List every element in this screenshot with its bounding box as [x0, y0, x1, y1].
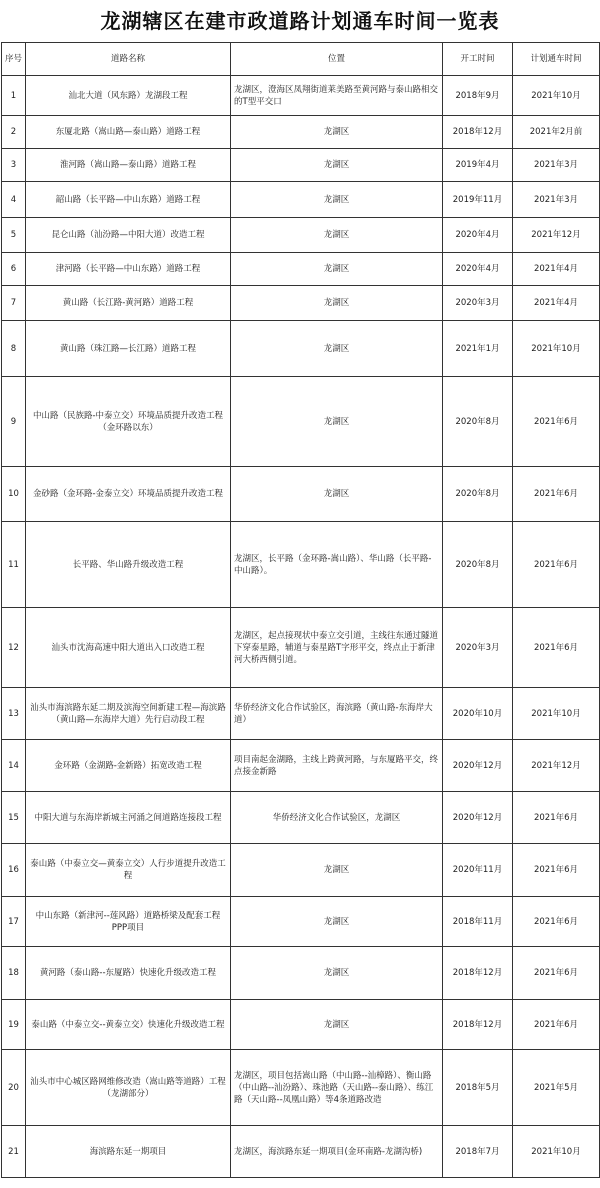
row-location: 龙湖区 — [231, 253, 443, 286]
row-open-time: 2021年6月 — [513, 377, 600, 467]
row-no: 20 — [2, 1050, 26, 1126]
row-start-time: 2018年7月 — [443, 1126, 513, 1178]
table-row — [2, 688, 600, 740]
row-no: 6 — [2, 253, 26, 286]
row-open-time: 2021年10月 — [513, 688, 600, 740]
table-row — [2, 253, 600, 286]
table-row — [2, 522, 600, 608]
row-location: 龙湖区，项目包括嵩山路（中山路--汕樟路）、衡山路（中山路--汕汾路）、珠池路（天山路--泰山路）、练江路（天山路--凤凰山路）等4条道路改造 — [231, 1050, 443, 1126]
row-location: 项目南起金湖路，主线上跨黄河路，与东厦路平交，终点接金新路 — [231, 740, 443, 792]
row-start-time: 2020年3月 — [443, 608, 513, 688]
row-open-time: 2021年5月 — [513, 1050, 600, 1126]
row-open-time: 2021年3月 — [513, 149, 600, 182]
row-location: 龙湖区，起点接现状中泰立交引道，主线往东通过隧道下穿泰星路，辅道与泰星路T字形平交，终点止于新津河大桥西侧引道。 — [231, 608, 443, 688]
table-row — [2, 76, 600, 116]
row-location: 龙湖区 — [231, 897, 443, 947]
row-road-name: 黄河路（泰山路--东厦路）快速化升级改造工程 — [26, 947, 231, 1000]
row-no: 7 — [2, 286, 26, 321]
table-row — [2, 1050, 600, 1126]
row-no: 21 — [2, 1126, 26, 1178]
row-open-time: 2021年6月 — [513, 947, 600, 1000]
table-row — [2, 947, 600, 1000]
row-open-time: 2021年6月 — [513, 844, 600, 897]
row-start-time: 2018年5月 — [443, 1050, 513, 1126]
row-no: 14 — [2, 740, 26, 792]
row-open-time: 2021年10月 — [513, 321, 600, 377]
row-start-time: 2020年3月 — [443, 286, 513, 321]
row-road-name: 长平路、华山路升级改造工程 — [26, 522, 231, 608]
row-start-time: 2019年11月 — [443, 182, 513, 218]
row-no: 12 — [2, 608, 26, 688]
row-open-time: 2021年6月 — [513, 1000, 600, 1050]
row-start-time: 2020年8月 — [443, 377, 513, 467]
row-road-name: 淮河路（嵩山路—泰山路）道路工程 — [26, 149, 231, 182]
row-no: 13 — [2, 688, 26, 740]
row-location: 华侨经济文化合作试验区，龙湖区 — [231, 792, 443, 844]
header-open-time: 计划通车时间 — [513, 43, 600, 76]
schedule-table — [1, 42, 600, 1178]
header-road-name: 道路名称 — [26, 43, 231, 76]
row-open-time: 2021年6月 — [513, 897, 600, 947]
row-start-time: 2020年4月 — [443, 253, 513, 286]
row-open-time: 2021年6月 — [513, 792, 600, 844]
row-road-name: 中山路（民族路-中泰立交）环境品质提升改造工程（金环路以东） — [26, 377, 231, 467]
table-row — [2, 116, 600, 149]
row-road-name: 昆仑山路（汕汾路—中阳大道）改造工程 — [26, 218, 231, 253]
table-row — [2, 844, 600, 897]
row-location: 龙湖区 — [231, 286, 443, 321]
row-start-time: 2020年4月 — [443, 218, 513, 253]
table-row — [2, 792, 600, 844]
table-row — [2, 1000, 600, 1050]
row-no: 10 — [2, 467, 26, 522]
row-no: 4 — [2, 182, 26, 218]
row-location: 龙湖区 — [231, 377, 443, 467]
table-row — [2, 321, 600, 377]
row-open-time: 2021年12月 — [513, 218, 600, 253]
row-no: 9 — [2, 377, 26, 467]
table-row — [2, 467, 600, 522]
table-row — [2, 1126, 600, 1178]
row-road-name: 汕头市海滨路东延二期及滨海空间新建工程—海滨路（黄山路—东海岸大道）先行启动段工程 — [26, 688, 231, 740]
row-location: 龙湖区 — [231, 1000, 443, 1050]
table-row — [2, 286, 600, 321]
row-location: 龙湖区 — [231, 467, 443, 522]
row-road-name: 泰山路（中泰立交—黄泰立交）人行步道提升改造工程 — [26, 844, 231, 897]
row-open-time: 2021年6月 — [513, 608, 600, 688]
table-row — [2, 897, 600, 947]
row-location: 龙湖区 — [231, 947, 443, 1000]
row-road-name: 金环路（金湖路-金新路）拓宽改造工程 — [26, 740, 231, 792]
row-no: 19 — [2, 1000, 26, 1050]
header-no: 序号 — [2, 43, 26, 76]
row-no: 8 — [2, 321, 26, 377]
row-no: 15 — [2, 792, 26, 844]
row-start-time: 2019年4月 — [443, 149, 513, 182]
row-open-time: 2021年4月 — [513, 286, 600, 321]
row-location: 龙湖区 — [231, 116, 443, 149]
row-road-name: 海滨路东延一期项目 — [26, 1126, 231, 1178]
row-start-time: 2020年11月 — [443, 844, 513, 897]
table-row — [2, 218, 600, 253]
row-road-name: 泰山路（中泰立交--黄泰立交）快速化升级改造工程 — [26, 1000, 231, 1050]
table-row — [2, 608, 600, 688]
row-location: 龙湖区 — [231, 149, 443, 182]
row-location: 龙湖区 — [231, 321, 443, 377]
row-no: 2 — [2, 116, 26, 149]
row-road-name: 韶山路（长平路—中山东路）道路工程 — [26, 182, 231, 218]
row-open-time: 2021年10月 — [513, 76, 600, 116]
row-open-time: 2021年4月 — [513, 253, 600, 286]
row-start-time: 2020年8月 — [443, 522, 513, 608]
row-start-time: 2018年12月 — [443, 1000, 513, 1050]
row-road-name: 汕头市中心城区路网维修改造（嵩山路等道路）工程（龙湖部分） — [26, 1050, 231, 1126]
row-road-name: 中阳大道与东海岸新城主河涌之间道路连接段工程 — [26, 792, 231, 844]
row-start-time: 2020年10月 — [443, 688, 513, 740]
row-start-time: 2018年12月 — [443, 947, 513, 1000]
row-no: 5 — [2, 218, 26, 253]
row-start-time: 2020年12月 — [443, 792, 513, 844]
row-road-name: 金砂路（金环路-金泰立交）环境品质提升改造工程 — [26, 467, 231, 522]
table-row — [2, 182, 600, 218]
row-road-name: 黄山路（长江路-黄河路）道路工程 — [26, 286, 231, 321]
row-no: 16 — [2, 844, 26, 897]
row-road-name: 东厦北路（嵩山路—泰山路）道路工程 — [26, 116, 231, 149]
row-no: 11 — [2, 522, 26, 608]
row-open-time: 2021年2月前 — [513, 116, 600, 149]
row-location: 华侨经济文化合作试验区，海滨路（黄山路-东海岸大道） — [231, 688, 443, 740]
row-no: 3 — [2, 149, 26, 182]
row-open-time: 2021年12月 — [513, 740, 600, 792]
row-road-name: 中山东路（新津河--莲风路）道路桥梁及配套工程PPP项目 — [26, 897, 231, 947]
row-start-time: 2018年11月 — [443, 897, 513, 947]
row-location: 龙湖区 — [231, 844, 443, 897]
row-location: 龙湖区，澄海区凤翔街道莱美路至黄河路与泰山路相交的T型平交口 — [231, 76, 443, 116]
row-road-name: 汕头市沈海高速中阳大道出入口改造工程 — [26, 608, 231, 688]
table-row — [2, 740, 600, 792]
row-start-time: 2020年12月 — [443, 740, 513, 792]
row-road-name: 汕北大道（风东路）龙湖段工程 — [26, 76, 231, 116]
row-location: 龙湖区，海滨路东延一期项目(金环南路-龙湖沟桥) — [231, 1126, 443, 1178]
row-open-time: 2021年6月 — [513, 467, 600, 522]
row-start-time: 2018年9月 — [443, 76, 513, 116]
header-location: 位置 — [231, 43, 443, 76]
row-start-time: 2018年12月 — [443, 116, 513, 149]
row-location: 龙湖区 — [231, 182, 443, 218]
row-start-time: 2020年8月 — [443, 467, 513, 522]
row-open-time: 2021年10月 — [513, 1126, 600, 1178]
row-location: 龙湖区 — [231, 218, 443, 253]
row-road-name: 黄山路（珠江路—长江路）道路工程 — [26, 321, 231, 377]
row-start-time: 2021年1月 — [443, 321, 513, 377]
row-no: 1 — [2, 76, 26, 116]
table-row — [2, 149, 600, 182]
row-road-name: 津河路（长平路—中山东路）道路工程 — [26, 253, 231, 286]
row-open-time: 2021年3月 — [513, 182, 600, 218]
row-open-time: 2021年6月 — [513, 522, 600, 608]
row-no: 17 — [2, 897, 26, 947]
table-row — [2, 377, 600, 467]
table-header-row — [2, 43, 600, 76]
page-title: 龙湖辖区在建市政道路计划通车时间一览表 — [100, 9, 500, 33]
row-no: 18 — [2, 947, 26, 1000]
header-start-time: 开工时间 — [443, 43, 513, 76]
row-location: 龙湖区，长平路（金环路-嵩山路）、华山路（长平路-中山路）。 — [231, 522, 443, 608]
